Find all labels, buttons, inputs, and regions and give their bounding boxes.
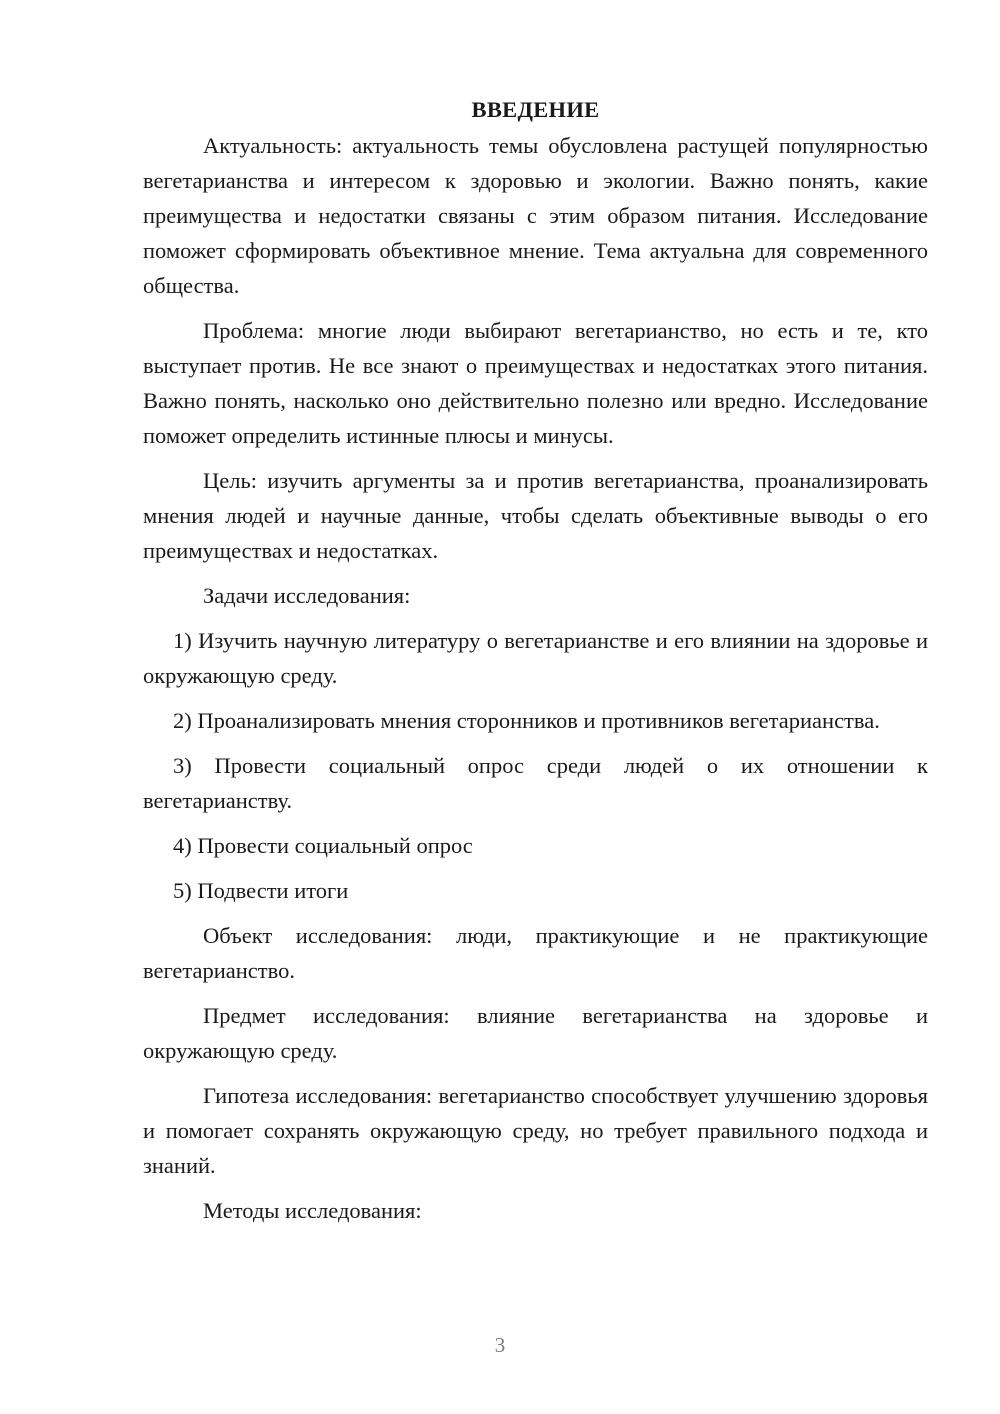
- paragraph-problem: Проблема: многие люди выбирают вегетарианство, но есть и те, кто выступает против. Не все знают о преимуществах и недостатках этого питания. Важно понять, насколько оно действительно полезно или вредно. Исследование поможет определить истинные плюсы и минусы.: [143, 318, 928, 448]
- page-number: 3: [494, 1333, 506, 1357]
- task-item: 5) Подвести итоги: [173, 878, 349, 903]
- task-item: 4) Провести социальный опрос: [173, 833, 473, 858]
- paragraph-relevance: Актуальность: актуальность темы обусловлена растущей популярностью вегетарианства и интересом к здоровью и экологии. Важно понять, какие преимущества и недостатки связаны с этим образом питания. Исследование поможет сформировать объективное мнение. Тема актуальна для современного общества.: [143, 133, 928, 298]
- task-item: 3) Провести социальный опрос среди людей о их отношении к вегетарианству.: [143, 753, 928, 813]
- section-title: ВВЕДЕНИЕ: [471, 97, 600, 122]
- paragraph-subject: Предмет исследования: влияние вегетарианства на здоровье и окружающую среду.: [143, 1003, 928, 1063]
- paragraph-goal: Цель: изучить аргументы за и против вегетарианства, проанализировать мнения людей и научные данные, чтобы сделать объективные выводы о его преимуществах и недостатках.: [143, 468, 928, 563]
- paragraph-tasks-heading: Задачи исследования:: [203, 583, 411, 608]
- document-page: [143, 92, 928, 1228]
- paragraph-methods: Методы исследования:: [203, 1198, 422, 1223]
- paragraph-object: Объект исследования: люди, практикующие и не практикующие вегетарианство.: [143, 923, 928, 983]
- task-item: 2) Проанализировать мнения сторонников и противников вегетарианства.: [173, 708, 880, 733]
- task-item: 1) Изучить научную литературу о вегетарианстве и его влиянии на здоровье и окружающую среду.: [143, 628, 928, 688]
- paragraph-hypothesis: Гипотеза исследования: вегетарианство способствует улучшению здоровья и помогает сохранять окружающую среду, но требует правильного подхода и знаний.: [143, 1083, 928, 1178]
